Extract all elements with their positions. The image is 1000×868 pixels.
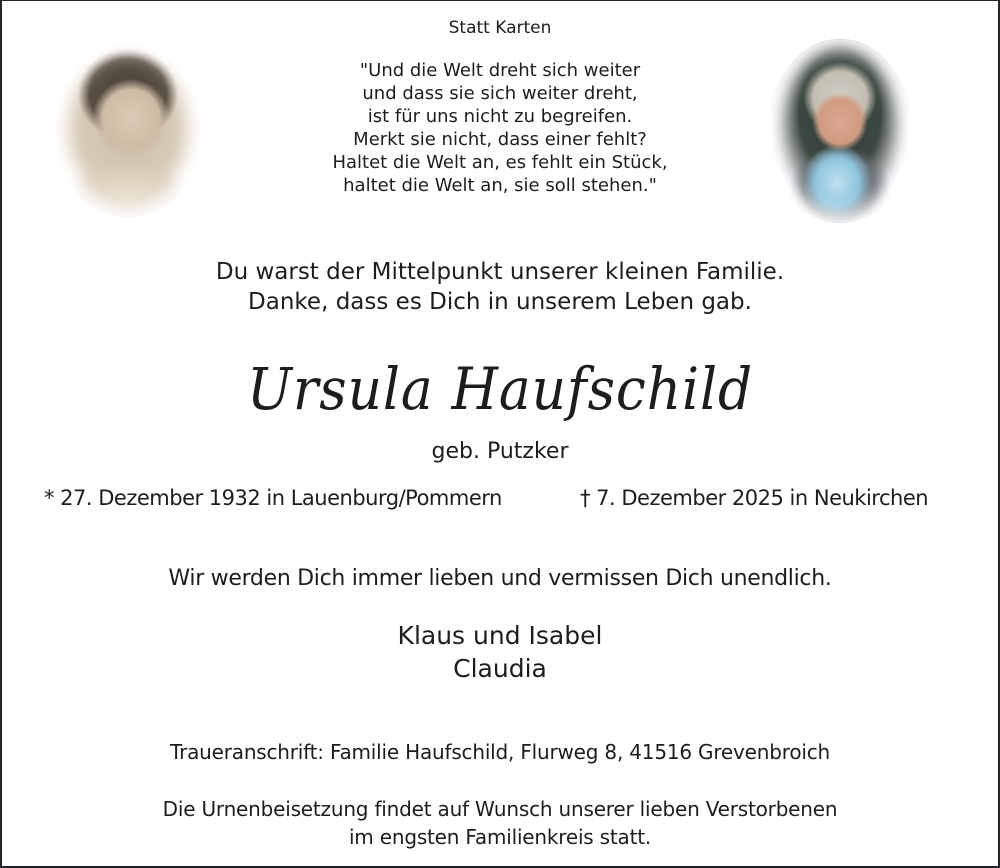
- tribute-line: Du warst der Mittelpunkt unserer kleinen Familie.: [215, 259, 785, 285]
- mourning-address: Traueranschrift: Familie Haufschild, Flurweg 8, 41516 Grevenbroich: [170, 740, 830, 764]
- poem: [2, 59, 998, 197]
- maiden-name: geb. Putzker: [431, 439, 569, 464]
- header-label: Statt Karten: [448, 18, 552, 38]
- note-line: im engsten Familienkreis statt.: [348, 825, 652, 849]
- love-line: Wir werden Dich immer lieben und vermissen Dich unendlich.: [168, 566, 832, 591]
- poem-line: und dass sie sich weiter dreht,: [362, 83, 638, 104]
- poem-line: Haltet die Welt an, es fehlt ein Stück,: [332, 152, 668, 173]
- poem-line: ist für uns nicht zu begreifen.: [367, 106, 633, 127]
- poem-line: "Und die Welt dreht sich weiter: [359, 60, 641, 81]
- mourner-line: Claudia: [453, 654, 547, 683]
- death-date: † 7. Dezember 2025 in Neukirchen: [580, 486, 929, 510]
- burial-note: [2, 795, 998, 851]
- tribute-line: Danke, dass es Dich in unserem Leben gab.: [248, 289, 752, 315]
- tribute-text: [2, 257, 998, 317]
- obituary-notice: [2, 1, 998, 866]
- mourner-line: Klaus und Isabel: [397, 621, 603, 650]
- mourners: [2, 619, 998, 685]
- deceased-name: Ursula Haufschild: [246, 355, 754, 423]
- poem-line: Merkt sie nicht, dass einer fehlt?: [353, 129, 647, 150]
- note-line: Die Urnenbeisetzung findet auf Wunsch unserer lieben Verstorbenen: [162, 797, 838, 821]
- birth-date: * 27. Dezember 1932 in Lauenburg/Pommern: [44, 486, 502, 510]
- poem-line: haltet die Welt an, sie soll stehen.": [343, 175, 657, 196]
